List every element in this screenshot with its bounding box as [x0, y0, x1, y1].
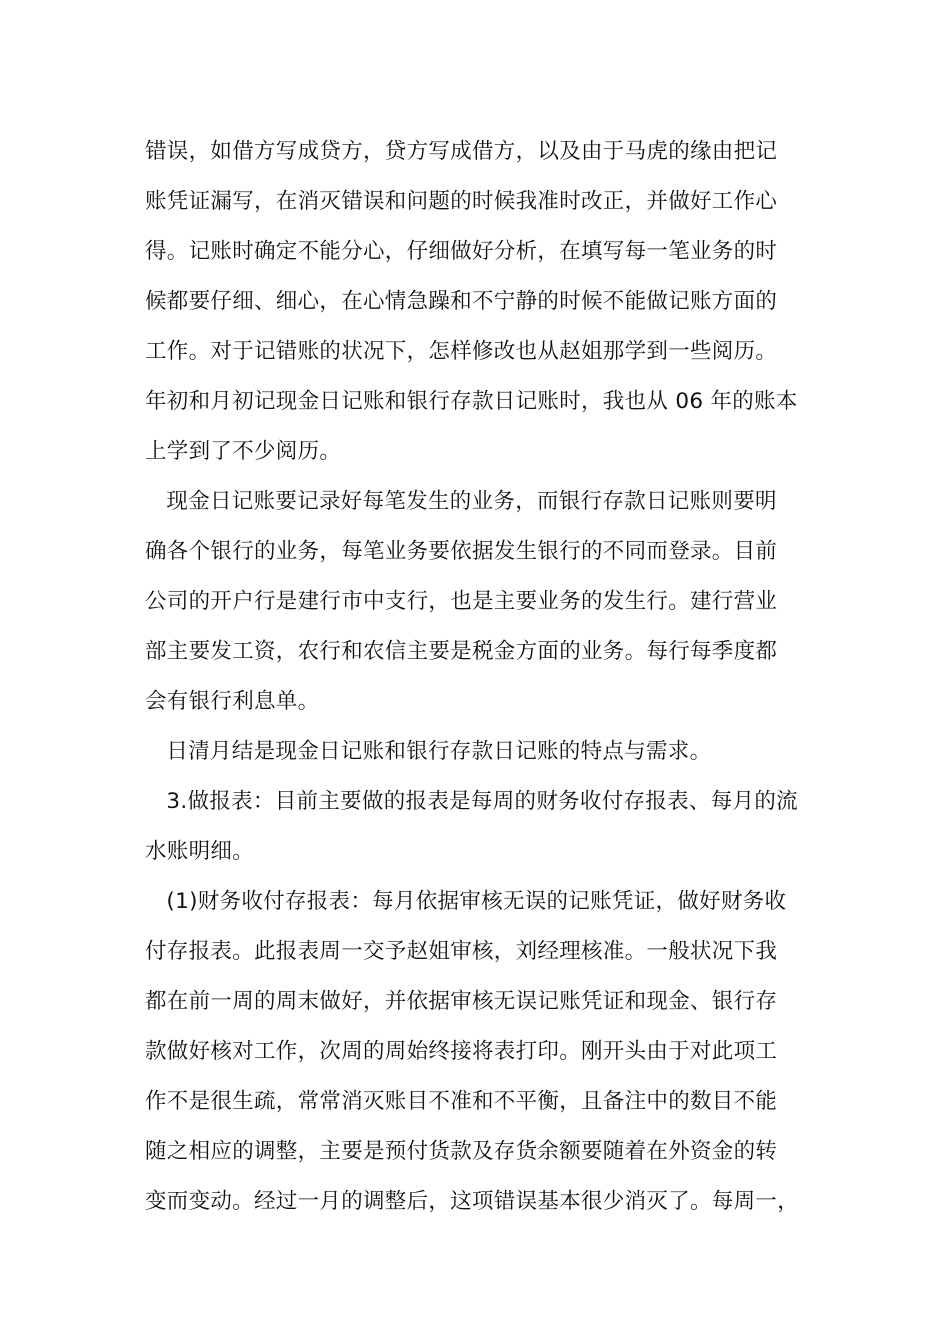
- text-line: 日清月结是现金日记账和银行存款日记账的特点与需求。: [145, 739, 712, 764]
- text-line: 部主要发工资，农行和农信主要是税金方面的业务。每行每季度都: [145, 639, 778, 664]
- text-line: 确各个银行的业务，每笔业务要依据发生银行的不同而登录。目前: [145, 539, 778, 564]
- body-text: [145, 127, 825, 1227]
- text-line: 变而变动。经过一月的调整后，这项错误基本很少消灭了。每周一，: [145, 1189, 800, 1214]
- text-line: 错误，如借方写成贷方，贷方写成借方，以及由于马虎的缘由把记: [145, 139, 778, 164]
- text-line: 水账明细。: [145, 839, 255, 864]
- text-line: 随之相应的调整，主要是预付货款及存货余额要随着在外资金的转: [145, 1139, 778, 1164]
- text-line: 3.做报表：目前主要做的报表是每周的财务收付存报表、每月的流: [145, 789, 798, 814]
- text-line: 都在前一周的周末做好，并依据审核无误记账凭证和现金、银行存: [145, 989, 778, 1014]
- text-line: 付存报表。此报表周一交予赵姐审核，刘经理核准。一般状况下我: [145, 939, 778, 964]
- text-line: 会有银行利息单。: [145, 689, 320, 714]
- text-line: 账凭证漏写，在消灭错误和问题的时候我准时改正，并做好工作心: [145, 189, 778, 214]
- text-line: 得。记账时确定不能分心，仔细做好分析，在填写每一笔业务的时: [145, 239, 778, 264]
- text-line: 款做好核对工作，次周的周始终接将表打印。刚开头由于对此项工: [145, 1039, 778, 1064]
- text-line: 公司的开户行是建行市中支行，也是主要业务的发生行。建行营业: [145, 589, 778, 614]
- text-line: 现金日记账要记录好每笔发生的业务，而银行存款日记账则要明: [145, 489, 777, 514]
- text-line: 候都要仔细、细心，在心情急躁和不宁静的时候不能做记账方面的: [145, 289, 778, 314]
- text-line: 作不是很生疏，常常消灭账目不准和不平衡，且备注中的数目不能: [145, 1089, 778, 1114]
- text-line: 工作。对于记错账的状况下，怎样修改也从赵姐那学到一些阅历。: [145, 339, 778, 364]
- text-line: 年初和月初记现金日记账和银行存款日记账时，我也从 06 年的账本: [145, 389, 798, 414]
- text-line: (1)财务收付存报表：每月依据审核无误的记账凭证，做好财务收: [145, 889, 787, 914]
- text-line: 上学到了不少阅历。: [145, 439, 342, 464]
